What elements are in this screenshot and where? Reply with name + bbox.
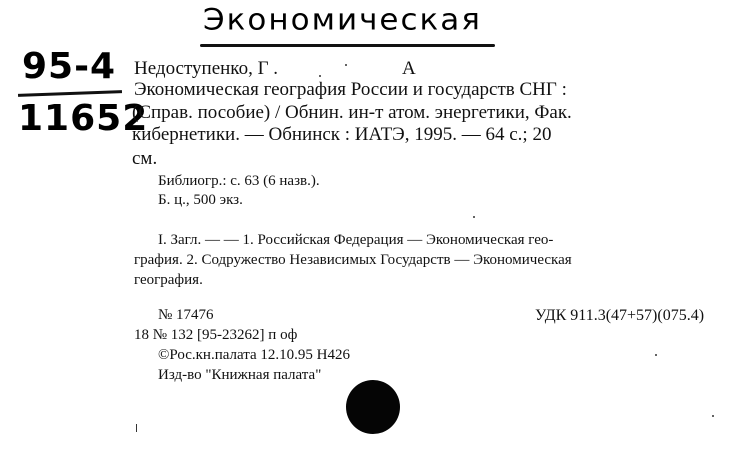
handwritten-call-number-1: 95-4 [22, 46, 117, 87]
card-punch-hole [346, 380, 400, 434]
subject-line: I. Загл. — — 1. Российская Федерация — Экономическая гео- [158, 232, 554, 248]
copyright-line: ©Рос.кн.палата 12.10.95 Н426 [158, 347, 351, 363]
publisher-line: Изд-во "Книжная палата" [158, 367, 322, 383]
title-line: Экономическая география России и государств СНГ : [134, 79, 567, 100]
price-copies-note: Б. ц., 500 экз. [158, 192, 243, 208]
bibliography-note: Библиогр.: с. 63 (6 назв.). [158, 173, 320, 189]
dust-speck [136, 424, 137, 432]
record-number: № 17476 [158, 307, 214, 323]
call-number-underline [18, 90, 122, 97]
handwritten-underline [200, 44, 495, 47]
title-line: см. [132, 148, 158, 169]
dust-speck [655, 354, 657, 356]
dust-speck [473, 216, 475, 218]
dust-speck [319, 75, 321, 77]
dust-speck [712, 415, 714, 417]
dust-speck [345, 64, 347, 66]
udk-classification: УДК 911.3(47+57)(075.4) [535, 307, 705, 324]
handwritten-subject-heading: Экономическая [203, 2, 482, 38]
print-line: 18 № 132 [95-23262] п оф [134, 327, 298, 343]
subject-line: графия. 2. Содружество Независимых Государств — Экономическая [134, 252, 572, 268]
author-name: Недоступенко, Г . [134, 58, 279, 79]
title-line: кибернетики. — Обнинск : ИАТЭ, 1995. — 64 с.; 20 [132, 124, 552, 145]
handwritten-call-number-2: 11652 [18, 98, 149, 139]
author-initial: А [402, 58, 416, 79]
subject-line: география. [134, 272, 203, 288]
title-line: (Справ. пособие) / Обнин. ин-т атом. энергетики, Фак. [132, 102, 572, 123]
